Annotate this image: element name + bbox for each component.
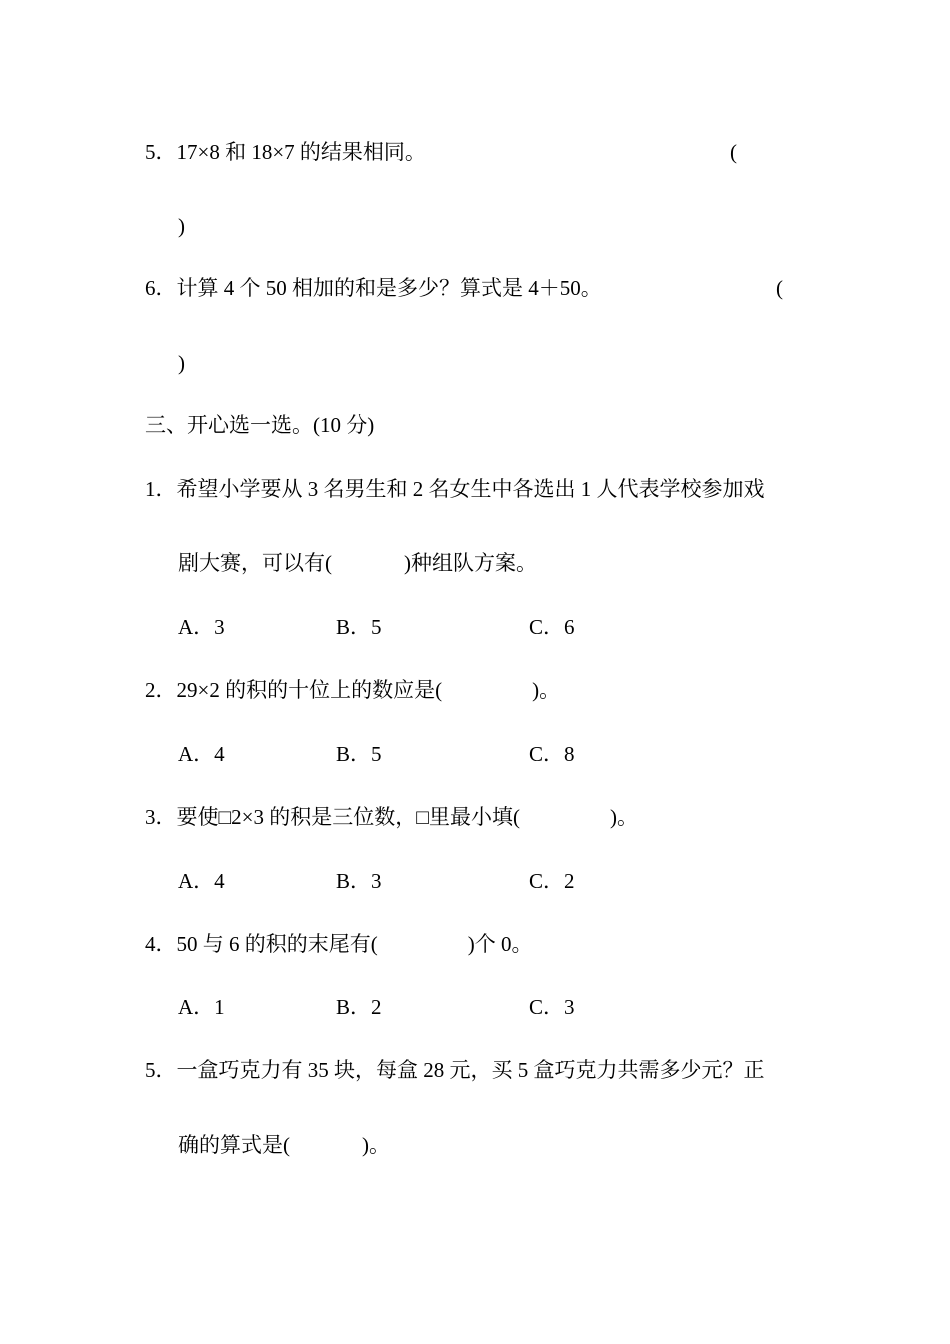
question-number: 6． <box>145 276 177 300</box>
question-text: 一盒巧克力有 35 块，每盒 28 元，买 5 盒巧克力共需多少元？正 <box>176 1058 765 1082</box>
answer-paren-close: ) <box>178 214 185 238</box>
answer-paren-open: ( <box>730 140 737 164</box>
question-text: 要使□2×3 的积是三位数，□里最小填( <box>176 805 520 829</box>
question-text: 剧大赛，可以有( <box>178 551 332 575</box>
question-text: 确的算式是( <box>178 1133 290 1157</box>
question-text: 希望小学要从 3 名男生和 2 名女生中各选出 1 人代表学校参加戏 <box>176 477 765 501</box>
choice-question-2 <box>145 678 560 702</box>
option-c[interactable]: C．8 <box>529 742 575 766</box>
question-text: )个 0。 <box>467 932 533 956</box>
question-text: 17×8 和 18×7 的结果相同。 <box>176 140 426 164</box>
option-b[interactable]: B．2 <box>336 995 382 1019</box>
choice-question-5-line2 <box>178 1133 390 1157</box>
judge-question-5 <box>145 140 426 164</box>
question-text: 50 与 6 的积的末尾有( <box>176 932 378 956</box>
choice-question-5 <box>145 1058 765 1082</box>
question-number: 5． <box>145 1058 177 1082</box>
question-text: 计算 4 个 50 相加的和是多少？算式是 4＋50。 <box>176 276 602 300</box>
answer-paren-open: ( <box>776 276 783 300</box>
question-text: 29×2 的积的十位上的数应是( <box>176 678 443 702</box>
section-title: 三、开心选一选。(10 分) <box>145 413 375 437</box>
question-text: )种组队方案。 <box>404 551 537 575</box>
question-text: )。 <box>609 805 638 829</box>
question-number: 5． <box>145 140 177 164</box>
judge-question-6 <box>145 276 602 300</box>
option-a[interactable]: A．1 <box>178 995 225 1019</box>
choice-question-1-line2 <box>178 551 537 575</box>
question-text: )。 <box>362 1133 390 1157</box>
question-text: )。 <box>532 678 561 702</box>
option-b[interactable]: B．5 <box>336 742 382 766</box>
option-b[interactable]: B．3 <box>336 869 382 893</box>
choice-question-1 <box>145 477 765 501</box>
question-number: 2． <box>145 678 177 702</box>
option-b[interactable]: B．5 <box>336 615 382 639</box>
choice-question-3 <box>145 805 638 829</box>
question-number: 3． <box>145 805 177 829</box>
answer-paren-close: ) <box>178 351 185 375</box>
option-c[interactable]: C．3 <box>529 995 575 1019</box>
choice-question-4 <box>145 932 533 956</box>
option-a[interactable]: A．4 <box>178 742 225 766</box>
option-a[interactable]: A．3 <box>178 615 225 639</box>
option-a[interactable]: A．4 <box>178 869 225 893</box>
question-number: 1． <box>145 477 177 501</box>
question-number: 4． <box>145 932 177 956</box>
option-c[interactable]: C．6 <box>529 615 575 639</box>
option-c[interactable]: C．2 <box>529 869 575 893</box>
